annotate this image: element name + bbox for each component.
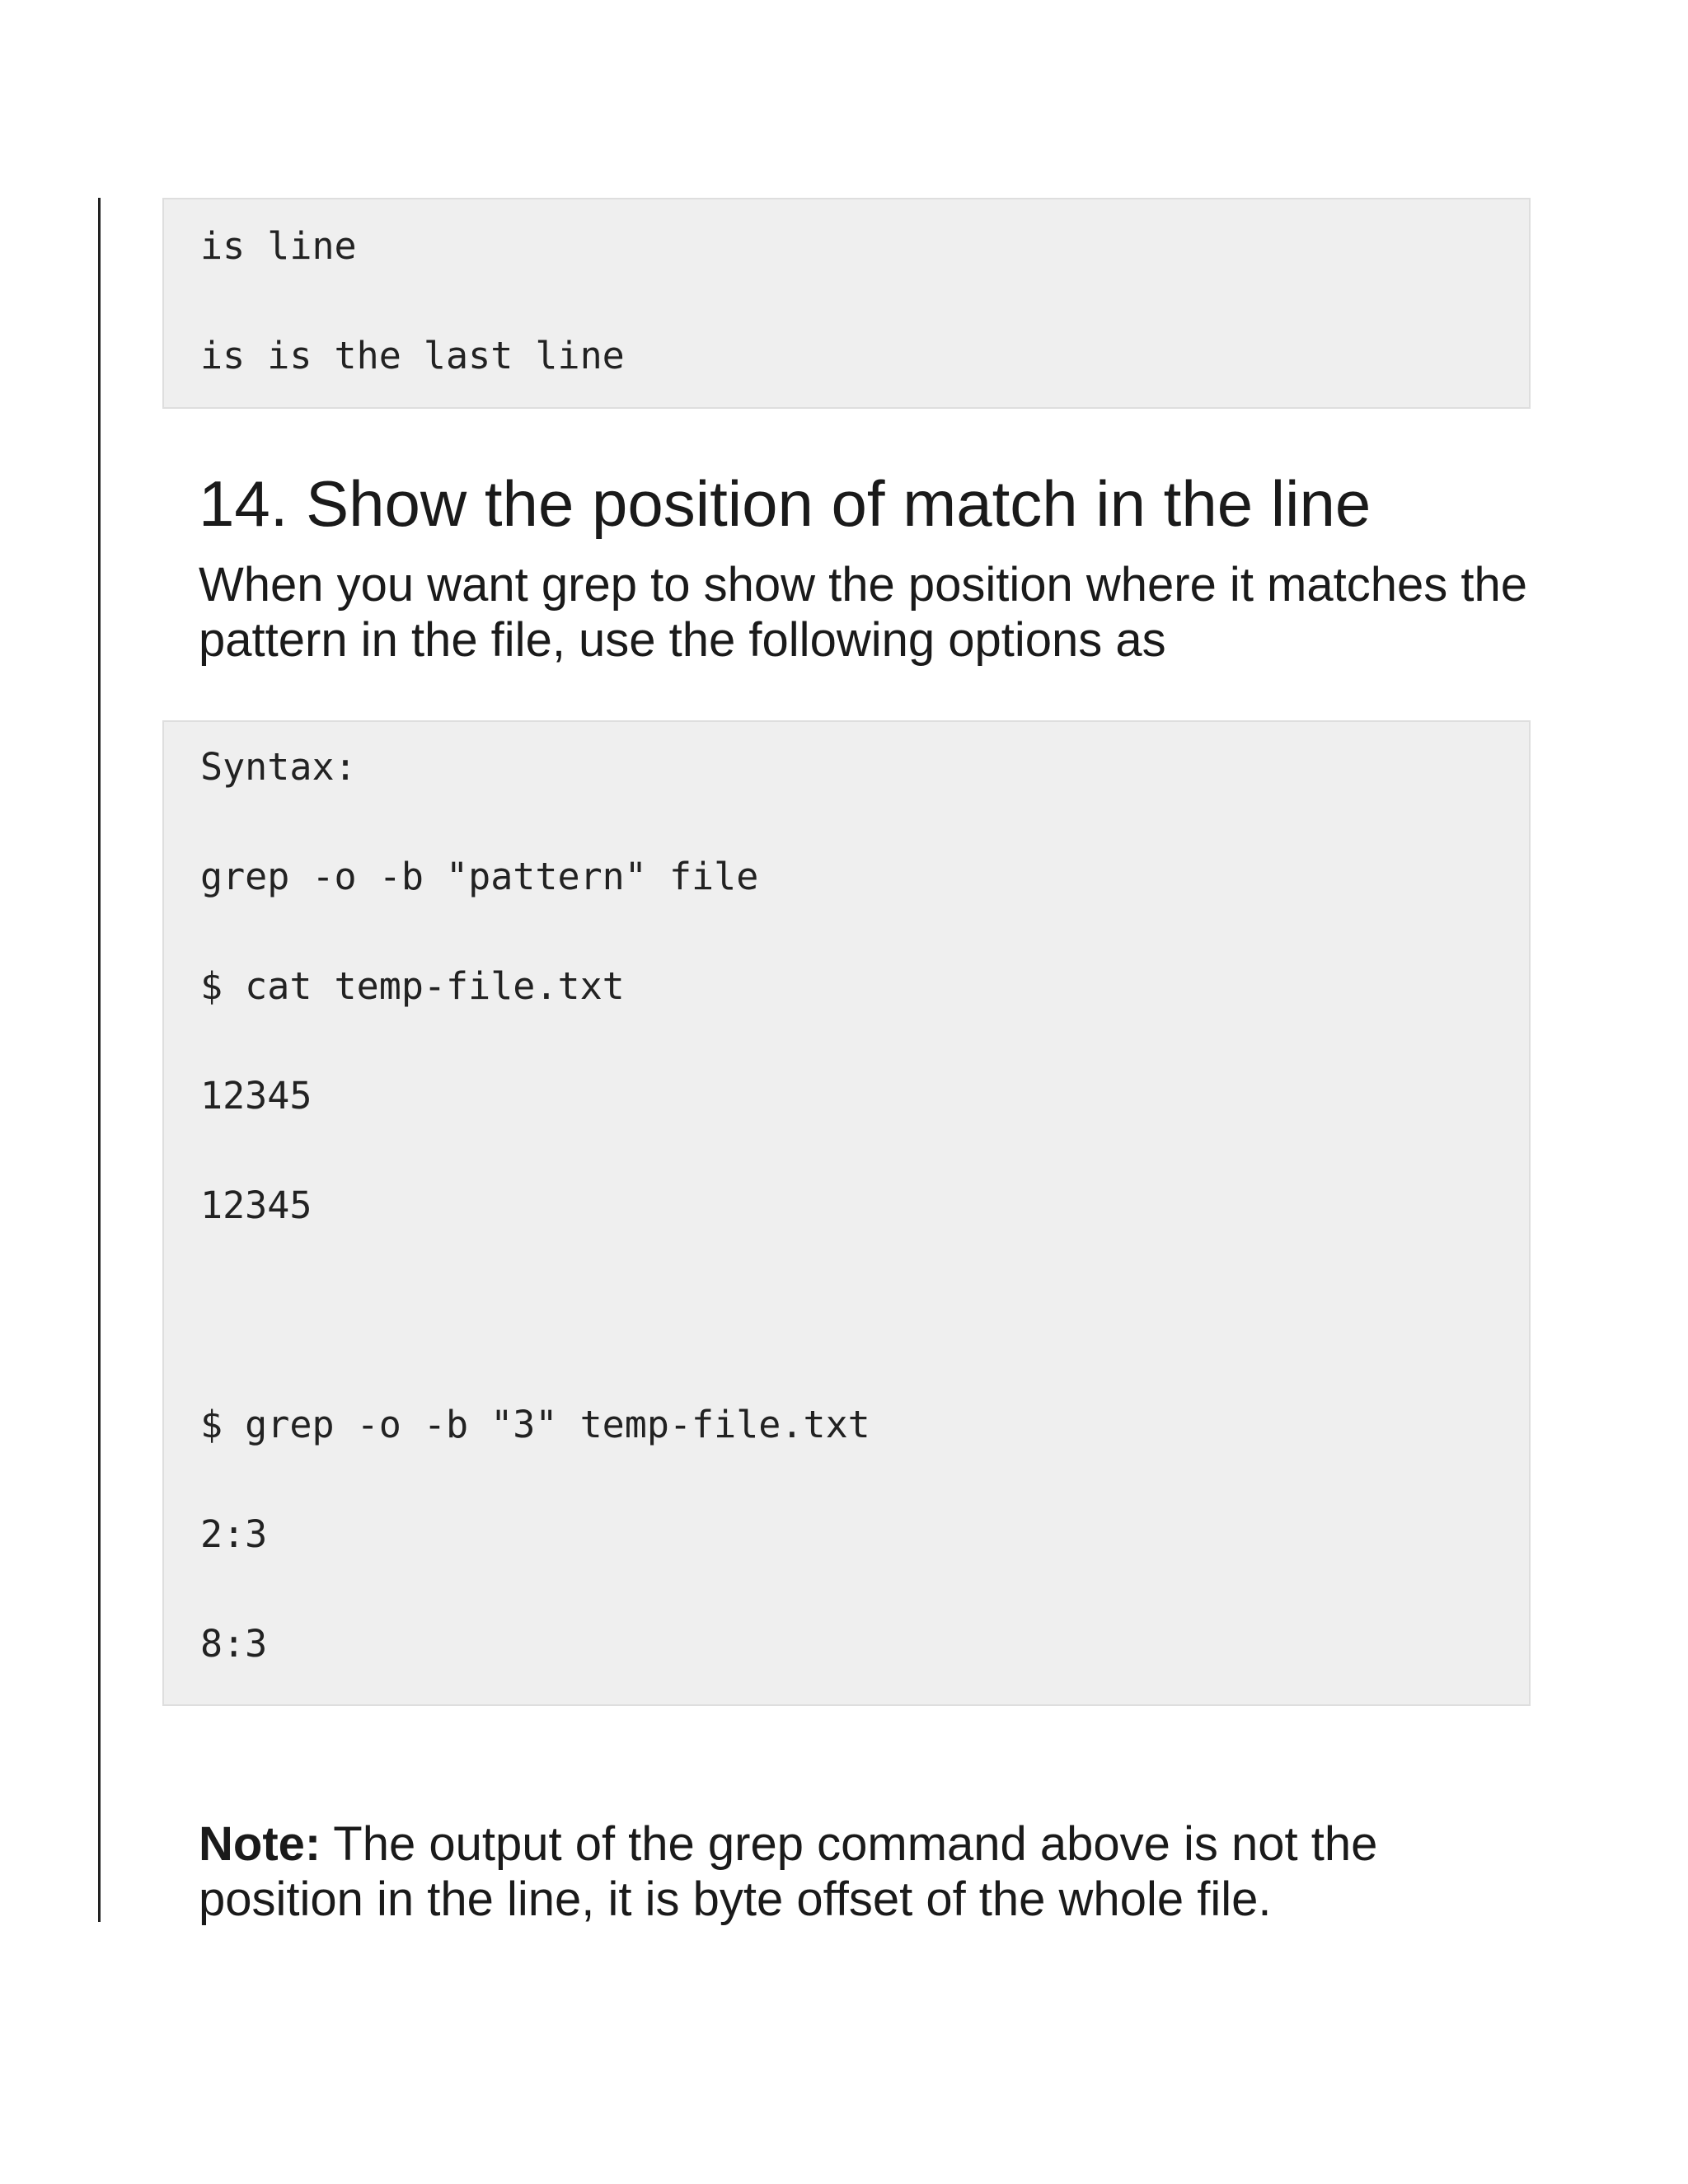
section-heading: 14. Show the position of match in the line [199,467,1372,540]
section-intro: When you want grep to show the position where it matches the pattern in the file, use the following options as [199,558,1527,667]
code-line-command: $ cat temp-file.txt [200,964,625,1008]
code-line-output: 2:3 [200,1512,268,1556]
note-text: The output of the grep command above is not the position in the line, it is byte offset of the whole file. [199,1817,1378,1926]
code-block-previous [162,198,1531,409]
code-line-output: 8:3 [200,1622,268,1666]
code-line-output: 12345 [200,1183,312,1227]
note-label: Note: [199,1817,321,1871]
code-line-syntax: grep -o -b "pattern" file [200,855,759,898]
code-line: is is the last line [200,334,625,377]
code-line-output: 12345 [200,1074,312,1118]
code-line-command: $ grep -o -b "3" temp-file.txt [200,1403,870,1446]
code-line: is line [200,224,357,268]
code-line-syntax-label: Syntax: [200,745,357,789]
left-margin-rule [98,198,101,1922]
note-paragraph [199,1816,1550,1927]
code-block-example [162,720,1531,1706]
